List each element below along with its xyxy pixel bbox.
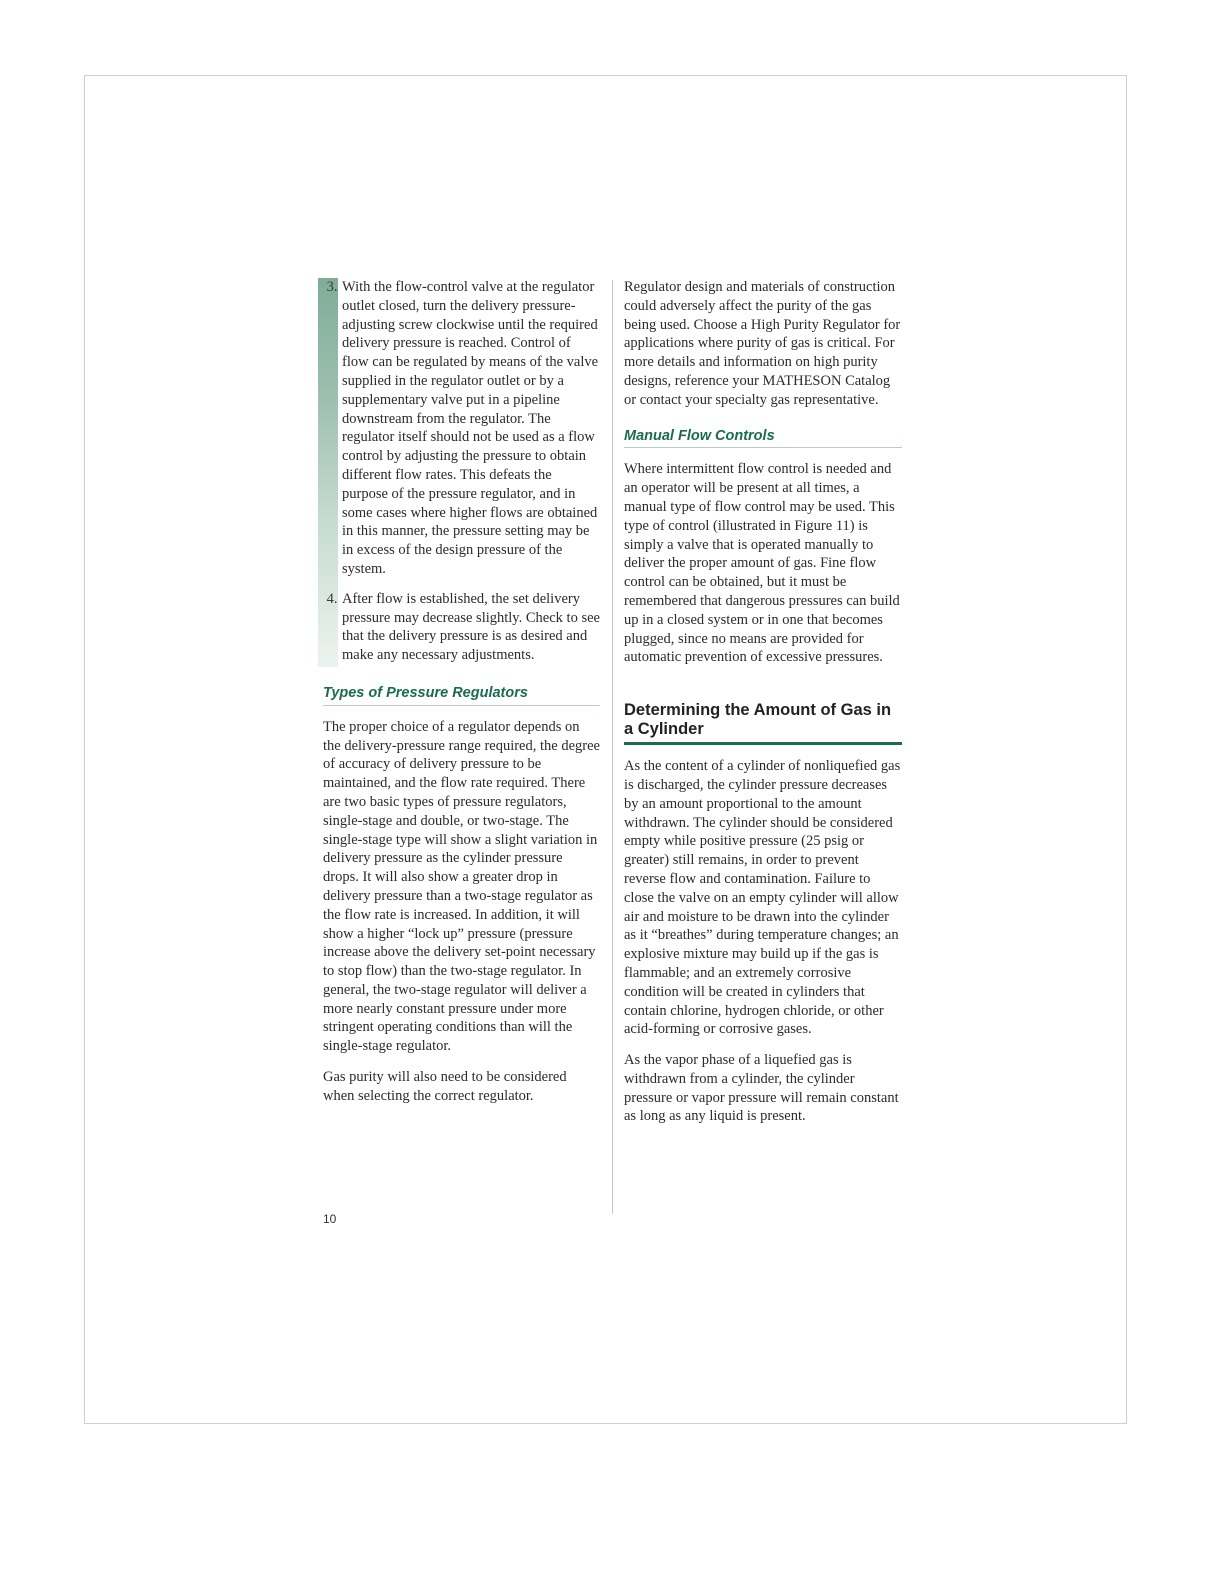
step-text: With the flow-control valve at the regulator outlet closed, turn the delivery pressure-adjusting screw clockwise until the required delivery pressure is reached. Control of flow can be regulated by means of the valve supplied in the regulator outlet or by a supplementary valve put in a pipeline downstream from the regulator. The regulator itself should not be used as a flow control by adjusting the pressure to obtain different flow rates. This defeats the purpose of the pressure regulator, and in some cases where higher flows are obtained in this manner, the pressure setting may be in excess of the design pressure of the system. (342, 279, 599, 577)
step-number: 3. (326, 279, 338, 295)
section-heading: Determining the Amount of Gas in a Cylinder (624, 701, 902, 745)
body-paragraph: The proper choice of a regulator depends on the delivery-pressure range required, the degree of accuracy of delivery pressure to be maintained, and the flow rate required. There are two basic types of pressure regulators, single-stage and double, or two-stage. The single-stage type will show a slight variation in delivery pressure as the cylinder pressure drops. It will also show a greater drop in delivery pressure than a two-stage regulator as the flow rate is increased. In addition, it will show a higher “lock up” pressure (pressure increase above the delivery set-point necessary to stop flow) than the two-stage regulator. In general, the two-stage regulator will deliver a more nearly constant pressure under more stringent operating conditions than will the single-stage regulator. (323, 718, 600, 1055)
body-paragraph: Where intermittent flow control is needed and an operator will be present at all times, a manual type of flow control may be used. This type of control (illustrated in Figure 11) is simply a valve that is operated manually to deliver the proper amount of gas. Fine flow control can be obtained, but it must be remembered that dangerous pressures can build up in a closed system or in one that becomes plugged, since no means are provided for automatic prevention of excessive pressures. (624, 461, 900, 666)
types-section (318, 684, 600, 1106)
step-text: After flow is established, the set delivery pressure may decrease slightly. Check to see that the delivery pressure is as desired and make any necessary adjustments. (342, 590, 600, 664)
left-column (318, 278, 600, 1118)
manual-flow-heading: Manual Flow Controls (624, 427, 902, 449)
page-border (84, 75, 1127, 1424)
step-number: 4. (326, 590, 338, 607)
page-number: 10 (323, 1212, 337, 1226)
body-paragraph: Regulator design and materials of construction could adversely affect the purity of the gas being used. Choose a High Purity Regulator for applications where purity of gas is critical. For more details and information on high purity designs, reference your MATHESON Catalog or contact your specialty gas representative. (624, 279, 901, 408)
numbered-steps (318, 278, 600, 667)
column-divider (612, 280, 613, 1214)
right-column (624, 278, 902, 1138)
step-item (318, 278, 600, 579)
body-paragraph: Gas purity will also need to be considered when selecting the correct regulator. (323, 1069, 567, 1104)
body-paragraph: As the content of a cylinder of nonliquefied gas is discharged, the cylinder pressure decreases by an amount proportional to the amount withdrawn. The cylinder should be considered empty while positive pressure (25 psig or greater) still remains, in order to prevent reverse flow and contamination. Failure to close the valve on an empty cylinder will allow air and moisture to be drawn into the cylinder as it “breathes” during temperature changes; an explosive mixture may build up if the gas is flammable; and an extremely corrosive condition will be created in cylinders that contain chlorine, hydrogen chloride, or other acid-forming or corrosive gases. (624, 758, 901, 1038)
types-heading: Types of Pressure Regulators (323, 684, 600, 706)
step-item (318, 590, 600, 665)
body-paragraph: As the vapor phase of a liquefied gas is withdrawn from a cylinder, the cylinder pressure or vapor pressure will remain constant as long as any liquid is present. (624, 1052, 899, 1125)
